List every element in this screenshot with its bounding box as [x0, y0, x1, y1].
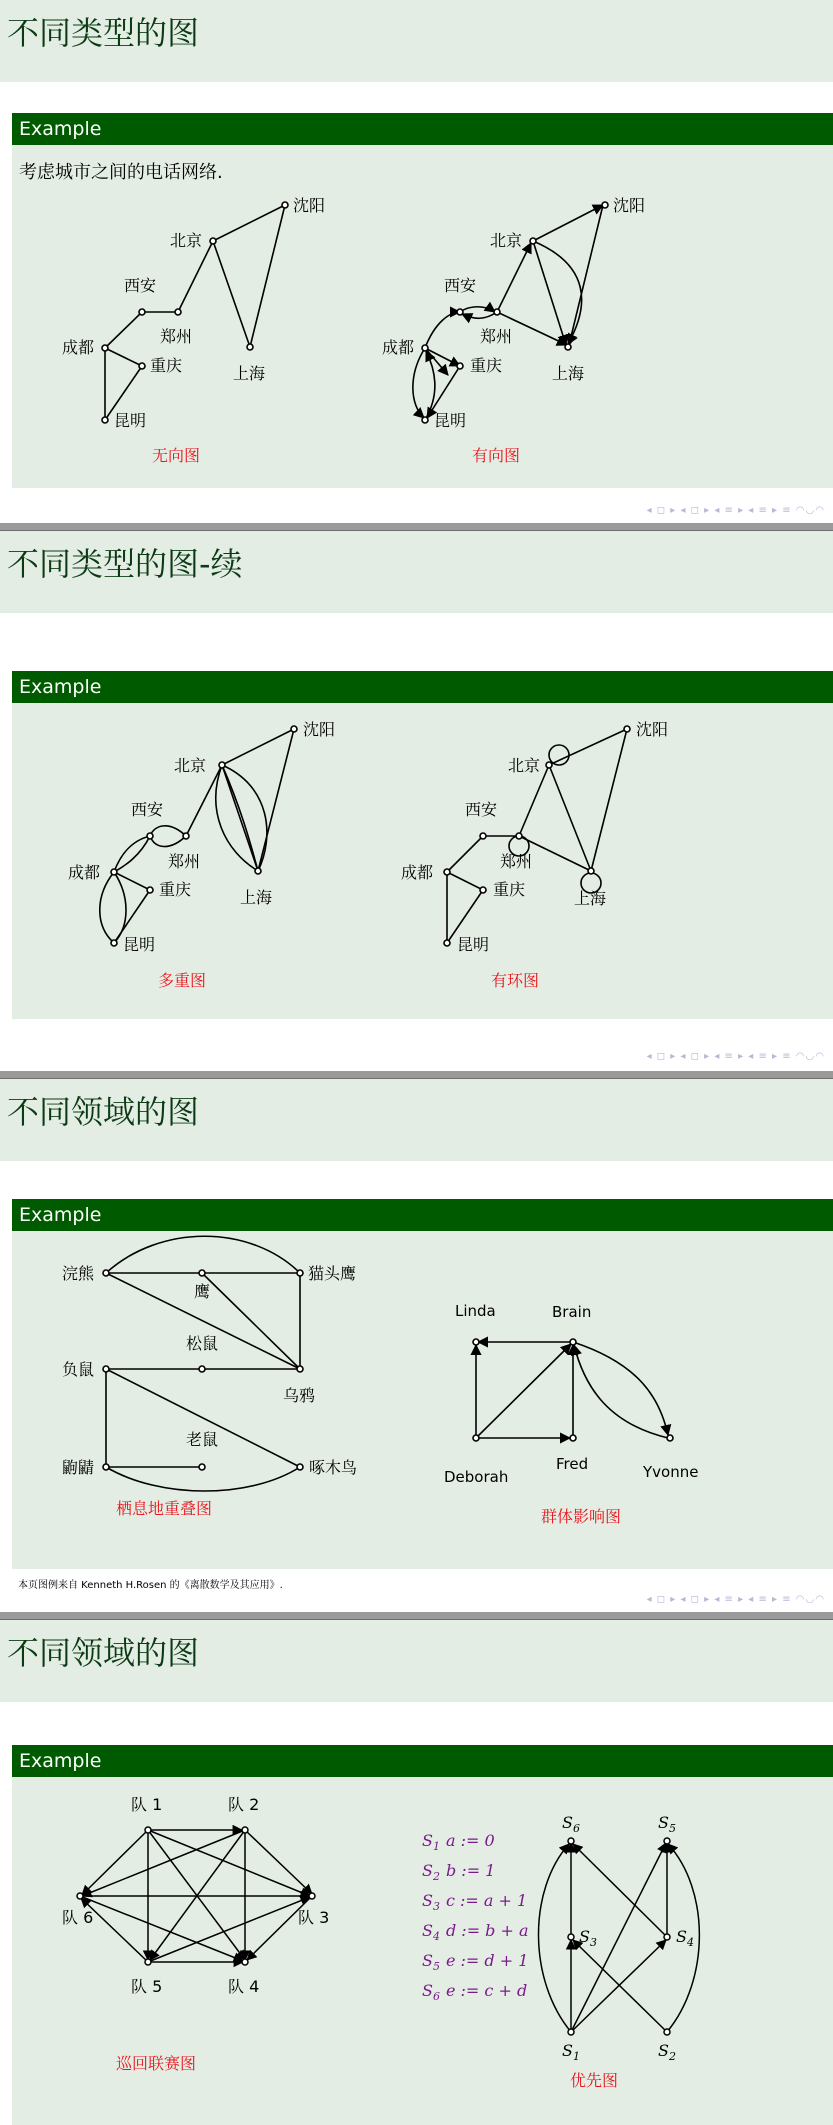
label-kunming: 昆明 [434, 411, 467, 430]
beamer-nav-symbols[interactable]: ◂ ◻ ▸ ◂ ◻ ▸ ◂ ≡ ▸ ◂ ≡ ▸ ≡ ◠◡◠ [646, 505, 825, 516]
statement-list [422, 1831, 529, 2003]
caption-undirected: 无向图 [152, 446, 201, 465]
example-description: 考虑城市之间的电话网络. [19, 162, 223, 183]
node-s5: $S_5$ [658, 1813, 676, 1835]
block-title: Example [19, 1204, 102, 1226]
label-kunming: 昆明 [123, 935, 156, 954]
label-owl: 猫头鹰 [308, 1264, 357, 1283]
label-shenyang: 沈阳 [613, 196, 646, 215]
slide-4 [0, 1620, 833, 2125]
slide-title: 不同类型的图 [7, 14, 200, 52]
label-beijing: 北京 [490, 231, 523, 250]
label-team-4: 队 4 [228, 1977, 260, 1996]
node-s2: $S_2$ [658, 2041, 676, 2063]
statement-3: $S_3$ c := a + 1 [422, 1891, 528, 1913]
beamer-nav-symbols[interactable]: ◂ ◻ ▸ ◂ ◻ ▸ ◂ ≡ ▸ ◂ ≡ ▸ ≡ ◠◡◠ [646, 1594, 825, 1605]
node-s3: $S_3$ [579, 1927, 597, 1949]
caption-precedence: 优先图 [570, 2071, 619, 2090]
slide-separator [0, 523, 833, 531]
caption-multigraph: 多重图 [158, 971, 207, 990]
statement-4: $S_4$ d := b + a [422, 1921, 529, 1943]
label-chengdu: 成都 [68, 863, 101, 882]
label-shanghai: 上海 [552, 364, 585, 383]
label-xian: 西安 [131, 800, 164, 819]
label-beijing: 北京 [170, 231, 203, 250]
label-kunming: 昆明 [114, 411, 147, 430]
statement-2: $S_2$ b := 1 [422, 1861, 496, 1883]
label-fred: Fred [556, 1455, 589, 1473]
label-linda: Linda [455, 1302, 496, 1320]
label-shenyang: 沈阳 [293, 196, 326, 215]
tournament-precedence-graphs [0, 1620, 833, 2125]
slide-1 [0, 0, 833, 523]
slide-separator [0, 1612, 833, 1620]
niche-overlap-graph [103, 1236, 303, 1491]
node-s6: $S_6$ [562, 1813, 580, 1835]
footnote: 本页图例来自 Kenneth H.Rosen 的《离散数学及其应用》. [18, 1580, 283, 1591]
block-title: Example [19, 118, 102, 140]
label-zhengzhou: 郑州 [480, 327, 513, 346]
label-team-2: 队 2 [228, 1795, 260, 1814]
label-deborah: Deborah [444, 1468, 509, 1486]
label-chongqing: 重庆 [159, 880, 192, 899]
caption-loop-graph: 有环图 [491, 971, 540, 990]
label-shenyang: 沈阳 [303, 720, 336, 739]
label-team-6: 队 6 [62, 1908, 94, 1927]
label-kunming: 昆明 [457, 935, 490, 954]
slide-title: 不同领域的图 [7, 1093, 200, 1131]
label-yvonne: Yvonne [643, 1463, 699, 1481]
label-chengdu: 成都 [401, 863, 434, 882]
multi-loop-graphs [0, 531, 833, 1071]
label-shanghai: 上海 [233, 364, 266, 383]
label-xian: 西安 [465, 800, 498, 819]
label-zhengzhou: 郑州 [160, 327, 193, 346]
node-s4: $S_4$ [676, 1927, 694, 1949]
city-graphs [0, 0, 833, 523]
label-zhengzhou: 郑州 [168, 852, 201, 871]
tournament-graph [77, 1827, 315, 1965]
label-shanghai: 上海 [574, 889, 607, 908]
label-squirrel: 松鼠 [186, 1334, 219, 1353]
slide-separator [0, 1071, 833, 1079]
label-woodpecker: 啄木鸟 [309, 1458, 358, 1477]
statement-1: $S_1$ a := 0 [422, 1831, 495, 1853]
influence-graph [473, 1339, 673, 1441]
label-raccoon: 浣熊 [62, 1264, 95, 1283]
domain-graphs [0, 1079, 833, 1612]
label-xian: 西安 [124, 276, 157, 295]
label-hawk: 鹰 [194, 1282, 211, 1301]
statement-6: $S_6$ e := c + d [422, 1981, 528, 2003]
beamer-nav-symbols[interactable]: ◂ ◻ ▸ ◂ ◻ ▸ ◂ ≡ ▸ ◂ ≡ ▸ ≡ ◠◡◠ [646, 1051, 825, 1062]
slide-title: 不同领域的图 [7, 1634, 200, 1672]
label-team-3: 队 3 [298, 1908, 330, 1927]
caption-directed: 有向图 [472, 446, 521, 465]
label-beijing: 北京 [174, 756, 207, 775]
label-xian: 西安 [444, 276, 477, 295]
label-beijing: 北京 [508, 756, 541, 775]
label-crow: 乌鸦 [283, 1386, 316, 1405]
caption-tournament: 巡回联赛图 [116, 2054, 197, 2073]
label-shrew: 鼩鼱 [62, 1458, 95, 1477]
label-chengdu: 成都 [62, 338, 95, 357]
label-zhengzhou: 郑州 [500, 852, 533, 871]
node-s1: $S_1$ [562, 2041, 580, 2063]
label-brain: Brain [552, 1303, 592, 1321]
caption-influence: 群体影响图 [541, 1507, 622, 1526]
label-shanghai: 上海 [240, 888, 273, 907]
label-team-5: 队 5 [131, 1977, 163, 1996]
label-chengdu: 成都 [382, 338, 415, 357]
label-chongqing: 重庆 [493, 880, 526, 899]
caption-niche-overlap: 栖息地重叠图 [116, 1499, 213, 1518]
label-opossum: 负鼠 [62, 1360, 95, 1379]
slide-2 [0, 531, 833, 1071]
label-chongqing: 重庆 [470, 356, 503, 375]
label-shenyang: 沈阳 [636, 720, 669, 739]
label-team-1: 队 1 [131, 1795, 163, 1814]
block-title: Example [19, 676, 102, 698]
statement-5: $S_5$ e := d + 1 [422, 1951, 529, 1973]
block-title: Example [19, 1750, 102, 1772]
slide-title: 不同类型的图-续 [7, 545, 243, 583]
label-mouse: 老鼠 [186, 1430, 219, 1449]
slide-3 [0, 1079, 833, 1612]
label-chongqing: 重庆 [150, 356, 183, 375]
